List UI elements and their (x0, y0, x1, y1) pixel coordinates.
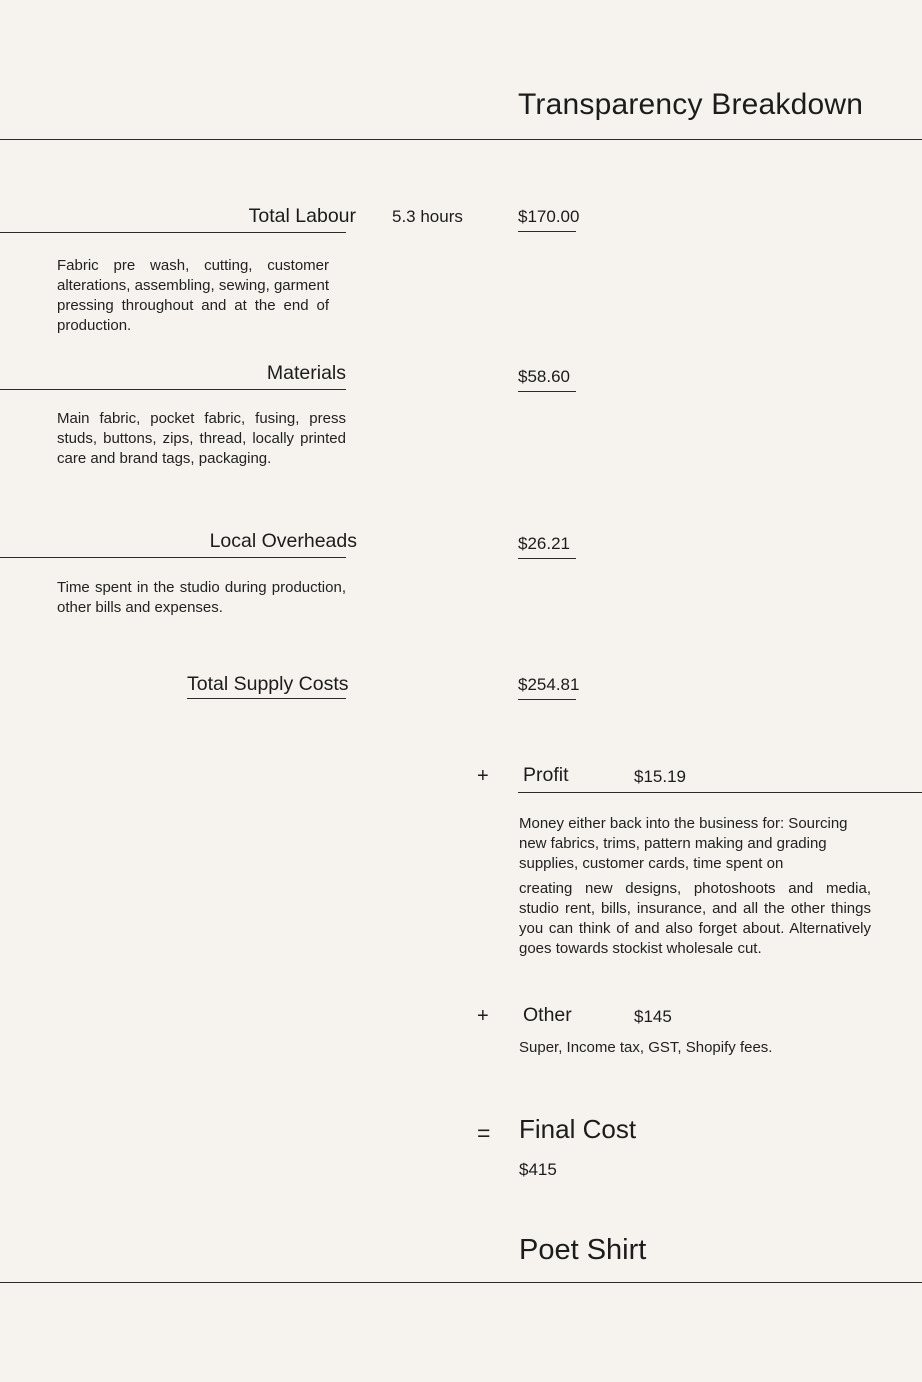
footer-divider (0, 1282, 922, 1283)
labour-hours: 5.3 hours (392, 207, 463, 226)
other-value: $145 (634, 1007, 672, 1026)
final-cost-value: $415 (519, 1160, 557, 1179)
supply-label: Total Supply Costs (187, 673, 346, 699)
materials-label: Materials (266, 362, 346, 384)
profit-value: $15.19 (634, 767, 686, 786)
profit-plus-operator: + (477, 765, 489, 787)
final-cost-label: Final Cost (519, 1114, 637, 1144)
materials-divider (0, 389, 346, 390)
profit-description-2: creating new designs, photoshoots and media, studio rent, bills, insurance, and all the other things you can think of and also forget about. Alternatively goes towards stockist wholesale cut. (519, 880, 871, 957)
final-equals-operator: = (477, 1120, 491, 1146)
materials-value: $58.60 (518, 367, 576, 392)
labour-divider (0, 232, 346, 233)
labour-description: Fabric pre wash, cutting, customer alterations, assembling, sewing, garment pressing throughout and at the end of production. (57, 257, 329, 334)
profit-description-1: Money either back into the business for: Sourcing new fabrics, trims, pattern making and grading supplies, customer cards, time spent on (519, 815, 848, 872)
supply-value: $254.81 (518, 675, 576, 700)
overheads-value: $26.21 (518, 534, 576, 559)
labour-label: Total Labour (248, 205, 356, 227)
other-plus-operator: + (477, 1005, 489, 1027)
overheads-description: Time spent in the studio during production, other bills and expenses. (57, 579, 346, 616)
header-divider (0, 139, 922, 140)
profit-divider (518, 792, 922, 793)
overheads-divider (0, 557, 346, 558)
page-title: Transparency Breakdown (518, 88, 864, 121)
product-name: Poet Shirt (519, 1234, 647, 1266)
materials-description: Main fabric, pocket fabric, fusing, press studs, buttons, zips, thread, locally printed care and brand tags, packaging. (57, 410, 346, 467)
other-description: Super, Income tax, GST, Shopify fees. (519, 1039, 773, 1056)
profit-label: Profit (523, 764, 569, 786)
other-label: Other (523, 1004, 572, 1026)
overheads-label: Local Overheads (209, 530, 357, 552)
labour-value: $170.00 (518, 207, 576, 232)
